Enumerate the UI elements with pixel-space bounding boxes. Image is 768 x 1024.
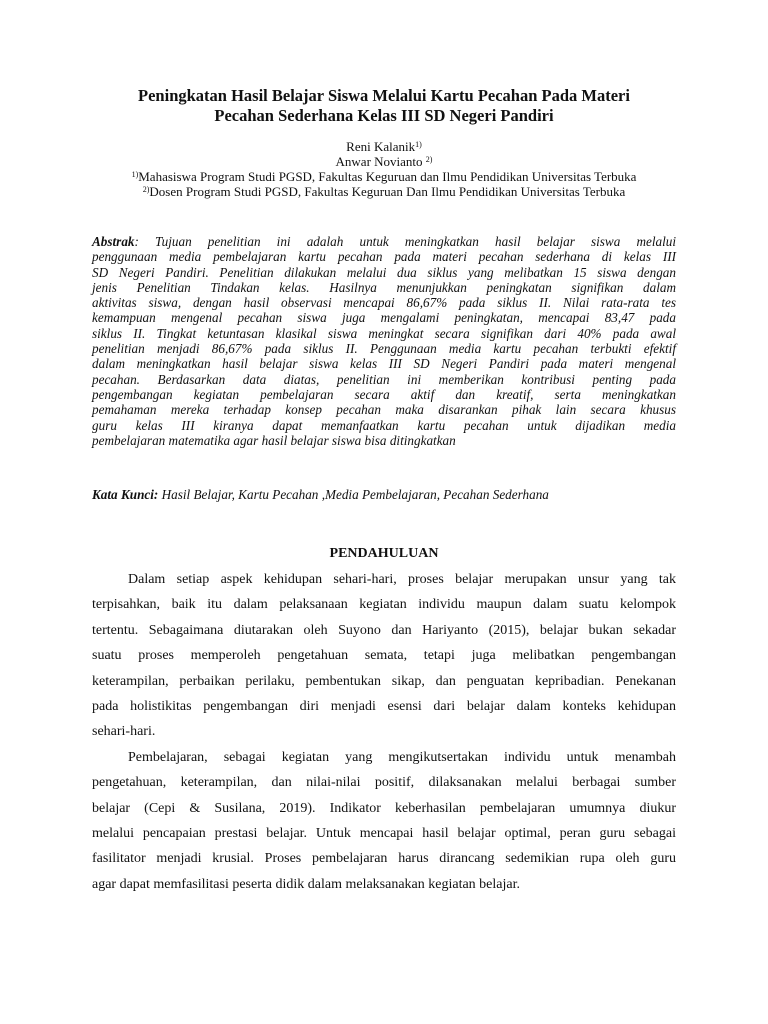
paragraph-line: pengetahuan, keterampilan, dan nilai-nilai positif, dilaksanakan melalui berbagai sumber <box>92 775 676 791</box>
abstract-line: guru kelas III kiranya dapat memanfaatkan kartu pecahan untuk dijadikan media <box>92 417 676 433</box>
author-name: Anwar Novianto <box>335 154 426 169</box>
paragraph-line: terpisahkan, baik itu dalam pelaksanaan kegiatan individu maupun dalam suatu kelompok <box>92 597 676 613</box>
author-mark: 1) <box>415 140 422 149</box>
paragraph-line: melalui pencapaian prestasi belajar. Untuk mencapai hasil belajar optimal, peran guru sebagai <box>92 825 676 841</box>
affiliation-mark: 1) <box>131 170 139 179</box>
keywords-text: Hasil Belajar, Kartu Pecahan ,Media Pembelajaran, Pecahan Sederhana <box>158 487 549 502</box>
paragraph-line: agar dapat memfasilitasi peserta didik dalam melaksanakan kegiatan belajar. <box>92 876 520 892</box>
paragraph-line: pada holistikitas pengembangan diri menjadi esensi dari belajar dalam konteks kehidupan <box>92 698 676 714</box>
title-line: Peningkatan Hasil Belajar Siswa Melalui Kartu Pecahan Pada Materi <box>138 86 630 105</box>
abstract-text: : Tujuan penelitian ini adalah untuk meningkatkan hasil belajar siswa melalui <box>134 234 676 249</box>
section-heading: PENDAHULUAN <box>329 546 439 561</box>
abstract-line: pemahaman mereka terhadap konsep pecahan maka disarankan pihak lain secara khusus <box>92 402 676 418</box>
paragraph-line: tertentu. Sebagaimana diutarakan oleh Suyono dan Hariyanto (2015), belajar bukan sekadar <box>92 622 676 638</box>
paragraph-line: belajar (Cepi & Susilana, 2019). Indikator keberhasilan pembelajaran umumnya diukur <box>92 800 676 816</box>
paragraph-line: fasilitator menjadi krusial. Proses pembelajaran harus dirancang sedemikian rupa oleh guru <box>92 851 676 867</box>
abstract-line: SD Negeri Pandiri. Penelitian dilakukan melalui dua siklus yang melibatkan 15 siswa dengan <box>92 264 676 280</box>
author-1 <box>92 139 676 154</box>
paragraph-line: keterampilan, perbaikan perilaku, pembentukan sikap, dan penguatan kepribadian. Penekanan <box>92 673 676 689</box>
abstract-line: penelitian menjadi 86,67% pada siklus II. Penggunaan media kartu pecahan terbukti efektif <box>92 341 676 357</box>
affiliation-text: Mahasiswa Program Studi PGSD, Fakultas Keguruan dan Ilmu Pendidikan Universitas Terbuka <box>138 169 637 184</box>
affiliation-text: Dosen Program Studi PGSD, Fakultas Keguruan Dan Ilmu Pendidikan Universitas Terbuka <box>149 184 626 199</box>
abstract-line: kemampuan mengenal pecahan siswa juga mengalami peningkatan, mencapai 83,47 pada <box>92 310 676 326</box>
affiliation-mark: 2) <box>142 185 150 194</box>
affiliation-2 <box>92 184 676 199</box>
paragraph-line: Dalam setiap aspek kehidupan sehari-hari, proses belajar merupakan unsur yang tak <box>128 572 676 587</box>
section-body <box>92 567 676 897</box>
keywords <box>92 487 676 503</box>
author-block <box>92 139 676 199</box>
abstract-line: aktivitas siswa, dengan hasil observasi mencapai 86,67% pada siklus II. Nilai rata-rata tes <box>92 295 676 311</box>
paper-title <box>92 86 676 126</box>
title-line: Pecahan Sederhana Kelas III SD Negeri Pandiri <box>214 106 554 125</box>
abstract-line: jenis Penelitian Tindakan kelas. Hasilnya menunjukkan peningkatan signifikan dalam <box>92 279 676 295</box>
abstract-line: pengembangan kegiatan pembelajaran secara aktif dan kreatif, serta meningkatkan <box>92 386 676 402</box>
abstract-line: siklus II. Tingkat ketuntasan klasikal siswa meningkat secara signifikan dari 40% pada awal <box>92 325 676 341</box>
abstract-line <box>92 234 676 249</box>
keywords-label: Kata Kunci: <box>92 487 159 502</box>
paragraph-line: Pembelajaran, sebagai kegiatan yang mengikutsertakan individu untuk menambah <box>128 749 676 765</box>
abstract-line: pembelajaran matematika agar hasil belajar siswa bisa ditingkatkan <box>92 432 456 448</box>
author-name: Reni Kalanik <box>346 139 416 154</box>
author-2 <box>92 154 676 169</box>
affiliation-1 <box>92 169 676 184</box>
abstract-line: penggunaan media pembelajaran kartu pecahan pada materi pecahan sederhana di kelas III <box>92 249 676 265</box>
abstract-line: dalam meningkatkan hasil belajar siswa kelas III SD Negeri Pandiri pada materi mengenal <box>92 356 676 372</box>
abstract-line: pecahan. Berdasarkan data diatas, penelitian ini memberikan kontribusi penting pada <box>92 371 676 387</box>
paragraph-line: suatu proses memperoleh pengetahuan semata, tetapi juga melibatkan pengembangan <box>92 648 676 664</box>
abstract <box>92 234 676 448</box>
paragraph-line: sehari-hari. <box>92 724 156 740</box>
author-mark: 2) <box>425 155 433 164</box>
abstract-label: Abstrak <box>92 234 135 249</box>
